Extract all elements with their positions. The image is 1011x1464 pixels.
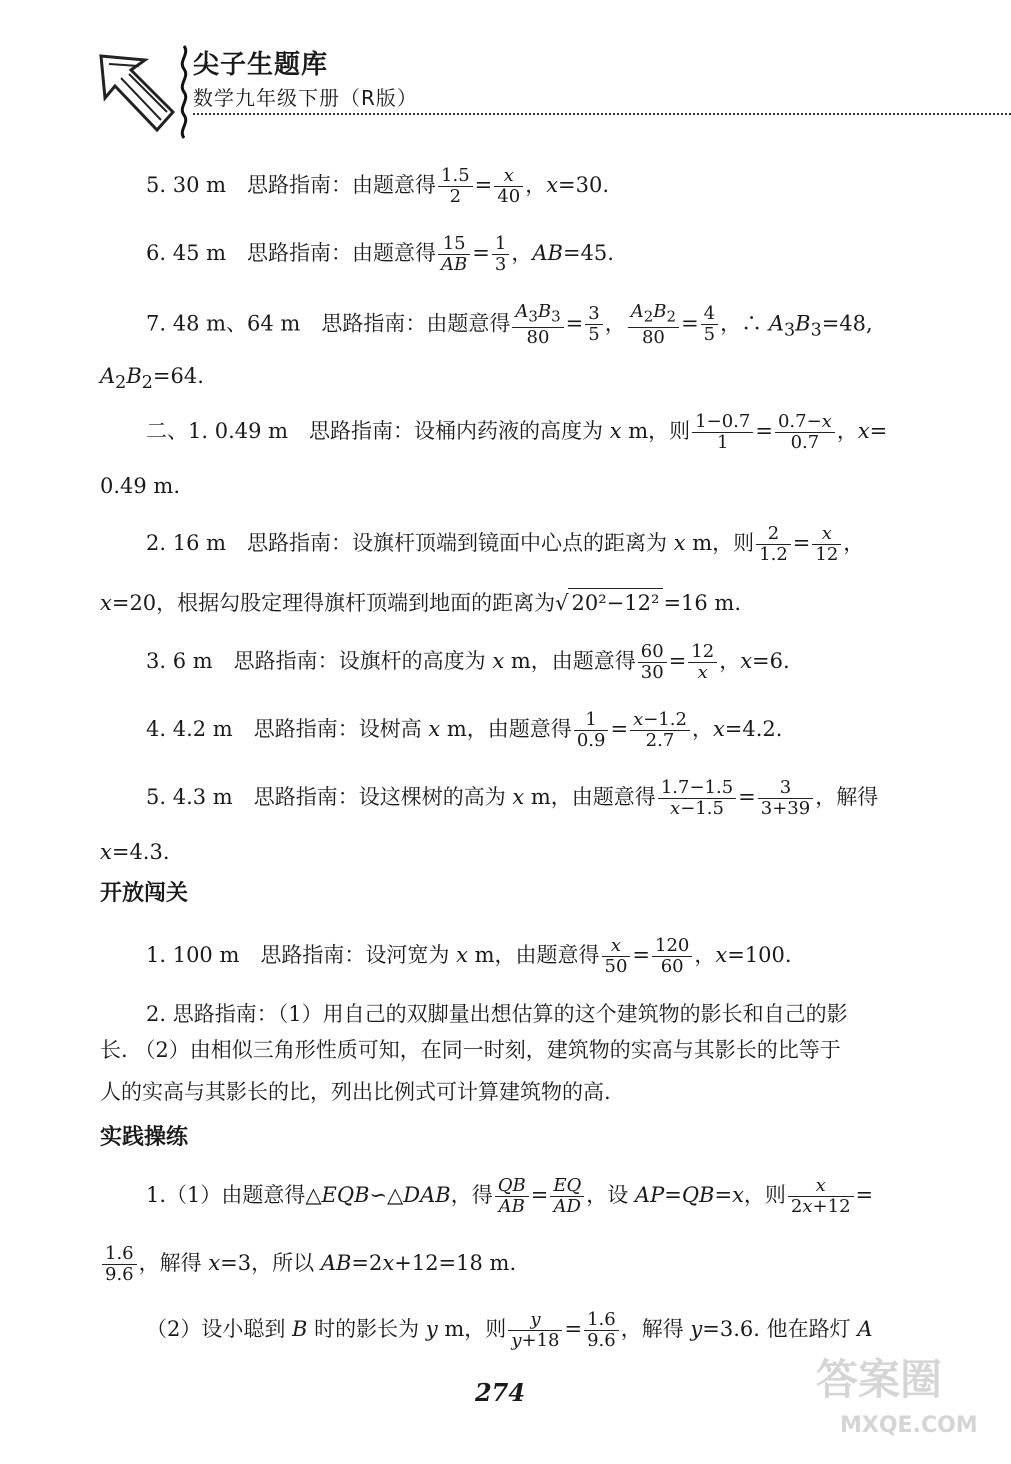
watermark-text: 答案圈 <box>816 1355 943 1404</box>
answer-line: 6. 45 m 思路指南：由题意得 $\frac{15}{AB}$ = $\frac{1}{3}$ ，AB=45. <box>146 233 614 275</box>
header-dotted-rule <box>193 113 1011 115</box>
answer-line: 4. 4.2 m 思路指南：设树高 x m，由题意得 $\frac{1}{0.9}$ = $\frac{x-1.2}{2.7}$ ，x=4.2. <box>146 709 783 751</box>
answer-line: 7. 48 m、64 m 思路指南：由题意得 $\frac{A_3B_3}{80}$ = $\frac{3}{5}$ ， $\frac{A_2B_2}{80}$ = $\frac{4}{5}$ ，∴ $A_3B_3=48$, <box>146 301 873 348</box>
page-header <box>95 38 915 138</box>
answer-line: 人的实高与其影长的比，列出比例式可计算建筑物的高. <box>100 1080 611 1104</box>
section-heading: 实践操练 <box>100 1125 189 1150</box>
answer-line: 1. 100 m 思路指南：设河宽为 x m，由题意得 $\frac{x}{50}$ = $\frac{120}{60}$ ，x=100. <box>146 935 792 977</box>
answer-line: $\frac{1.6}{9.6}$ ，解得 x=3，所以 AB=2x+12=18 m. <box>100 1244 920 1285</box>
watermark-logo-icon <box>812 1342 978 1442</box>
section-heading: 开放闯关 <box>100 881 189 906</box>
answer-line: 长. （2）由相似三角形性质可知，在同一时刻，建筑物的实高与其影长的比等于 <box>100 1038 841 1062</box>
page-number: 274 <box>474 1378 526 1407</box>
watermark-url: MXQE.COM <box>840 1413 978 1438</box>
answer-line: 0.49 m. <box>100 474 181 498</box>
wavy-divider-icon <box>177 46 191 138</box>
answer-line: $A_2B_2=64$. <box>100 364 204 394</box>
answer-line: x=20，根据勾股定理得旗杆顶端到地面的距离为√ 20²−12² =16 m. <box>100 588 920 617</box>
arrow-logo-icon <box>95 48 177 138</box>
answer-line: 3. 6 m 思路指南：设旗杆的高度为 x m，由题意得 $\frac{60}{30}$ = $\frac{12}{x}$ ，x=6. <box>146 641 790 683</box>
answer-line: 5. 4.3 m 思路指南：设这棵树的高为 x m，由题意得 $\frac{1.7-1.5}{x-1.5}$ = $\frac{3}{3+39}$ ，解得 <box>146 777 879 819</box>
answer-line: 二、1. 0.49 m 思路指南：设桶内药液的高度为 x m，则 $\frac{1-0.7}{1}$ = $\frac{0.7-x}{0.7}$ ，x= <box>146 411 888 453</box>
answer-line: （2）设小聪到 B 时的影长为 y m，则 $\frac{y}{y+18}$ = $\frac{1.6}{9.6}$ ，解得 y=3.6. 他在路灯 A <box>146 1309 873 1351</box>
answer-line: 5. 30 m 思路指南：由题意得 $\frac{1.5}{2}$ = $\frac{x}{40}$ ，x=30. <box>146 165 610 207</box>
answer-line: 2. 16 m 思路指南：设旗杆顶端到镜面中心点的距离为 x m，则 $\frac{2}{1.2}$ = $\frac{x}{12}$ ， <box>146 523 865 565</box>
book-subtitle: 数学九年级下册（R版） <box>193 86 418 110</box>
answer-line: 1.（1）由题意得△EQB∽△DAB，得 $\frac{QB}{AB}$ = $\frac{EQ}{AD}$ ，设 AP=QB=x，则 $\frac{x}{2x+12}$ = <box>146 1175 874 1217</box>
answer-line: 2. 思路指南：（1）用自己的双脚量出想估算的这个建筑物的影长和自己的影 <box>146 1002 848 1026</box>
answer-line: x=4.3. <box>100 840 170 864</box>
book-title: 尖子生题库 <box>193 50 329 80</box>
